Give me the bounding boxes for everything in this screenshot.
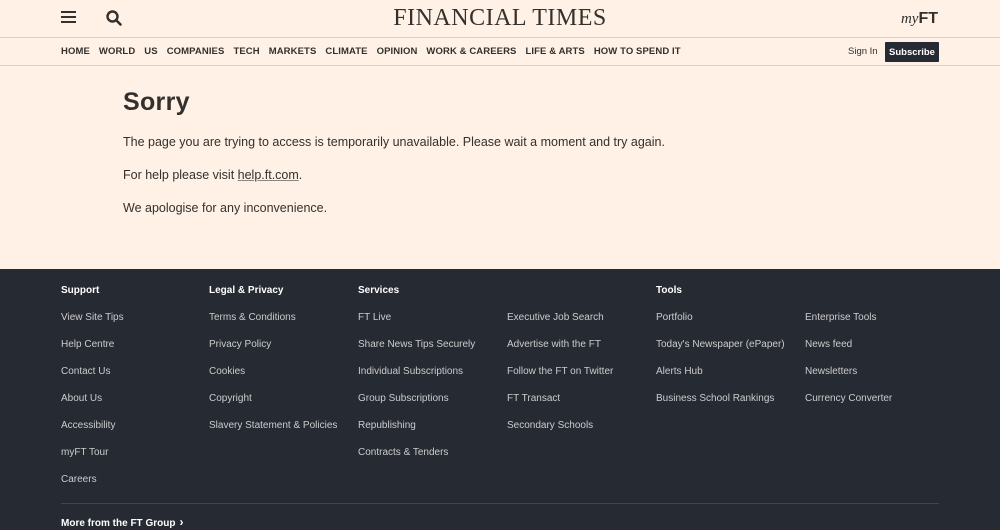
footer-link-list bbox=[805, 312, 892, 420]
more-from-ft-label: More from the FT Group bbox=[61, 518, 176, 529]
page-title: Sorry bbox=[123, 88, 190, 116]
footer-link[interactable]: Copyright bbox=[209, 393, 252, 404]
footer-link[interactable]: Today's Newspaper (ePaper) bbox=[656, 339, 785, 350]
footer-link[interactable]: Slavery Statement & Policies bbox=[209, 420, 338, 431]
footer-link-list bbox=[358, 312, 475, 474]
footer-link[interactable]: Secondary Schools bbox=[507, 420, 594, 431]
nav-item-climate[interactable]: CLIMATE bbox=[325, 46, 368, 57]
footer-link[interactable]: Accessibility bbox=[61, 420, 116, 431]
nav-item-companies[interactable]: COMPANIES bbox=[166, 46, 225, 57]
more-from-ft-link[interactable] bbox=[61, 515, 183, 529]
footer-link[interactable]: FT Live bbox=[358, 312, 392, 323]
footer-link[interactable]: Contact Us bbox=[61, 366, 111, 377]
footer-link[interactable]: Cookies bbox=[209, 366, 246, 377]
main-nav bbox=[0, 39, 1000, 66]
footer-link[interactable]: Individual Subscriptions bbox=[358, 366, 464, 377]
footer-link[interactable]: Enterprise Tools bbox=[805, 312, 877, 323]
footer-divider bbox=[61, 503, 939, 504]
help-text bbox=[123, 166, 883, 184]
myft-ft: FT bbox=[918, 10, 938, 27]
footer-link[interactable]: Newsletters bbox=[805, 366, 858, 377]
footer-link-list bbox=[656, 312, 785, 420]
footer-link-list bbox=[507, 312, 613, 447]
nav-item-home[interactable]: HOME bbox=[61, 46, 90, 57]
footer-link[interactable]: About Us bbox=[61, 393, 103, 404]
footer-link[interactable]: Executive Job Search bbox=[507, 312, 604, 323]
nav-item-life-arts[interactable]: LIFE & ARTS bbox=[525, 46, 585, 57]
footer-link[interactable]: myFT Tour bbox=[61, 447, 109, 458]
apology-text: We apologise for any inconvenience. bbox=[123, 201, 328, 215]
nav-item-markets[interactable]: MARKETS bbox=[268, 46, 317, 57]
footer-link[interactable]: Business School Rankings bbox=[656, 393, 775, 404]
footer-link[interactable]: Follow the FT on Twitter bbox=[507, 366, 614, 377]
footer-link[interactable]: Help Centre bbox=[61, 339, 115, 350]
footer-link[interactable]: View Site Tips bbox=[61, 312, 124, 323]
footer-link[interactable]: Republishing bbox=[358, 420, 416, 431]
footer-link[interactable]: Alerts Hub bbox=[656, 366, 703, 377]
myft-my: my bbox=[900, 11, 919, 27]
footer-link[interactable]: Careers bbox=[61, 474, 97, 485]
footer-link[interactable]: Portfolio bbox=[656, 312, 693, 323]
ft-logo[interactable]: FINANCIAL TIMES bbox=[393, 5, 607, 31]
footer-link[interactable]: Terms & Conditions bbox=[209, 312, 296, 323]
footer-link[interactable]: Share News Tips Securely bbox=[358, 339, 476, 350]
footer-link[interactable]: News feed bbox=[805, 339, 853, 350]
footer-heading: Tools bbox=[656, 285, 682, 296]
footer-column bbox=[358, 285, 475, 474]
nav-item-us[interactable]: US bbox=[144, 46, 158, 57]
footer-column bbox=[656, 285, 785, 420]
footer-link-list bbox=[209, 312, 337, 447]
footer-link[interactable]: Contracts & Tenders bbox=[358, 447, 449, 458]
footer-link-list bbox=[61, 312, 124, 501]
nav-item-tech[interactable]: TECH bbox=[233, 46, 260, 57]
help-suffix: . bbox=[298, 168, 303, 182]
footer-link[interactable]: Group Subscriptions bbox=[358, 393, 449, 404]
help-link[interactable]: help.ft.com bbox=[237, 168, 299, 182]
footer-heading: Services bbox=[358, 285, 400, 296]
footer-link[interactable]: Privacy Policy bbox=[209, 339, 272, 350]
nav-item-how-to-spend-it[interactable]: HOW TO SPEND IT bbox=[593, 46, 681, 57]
footer-column bbox=[61, 285, 124, 501]
nav-item-opinion[interactable]: OPINION bbox=[376, 46, 418, 57]
footer-heading: Support bbox=[61, 285, 100, 296]
error-message bbox=[123, 88, 883, 232]
footer-column bbox=[507, 285, 613, 447]
footer-column bbox=[805, 285, 892, 420]
site-header bbox=[0, 0, 1000, 66]
help-prefix: For help please visit bbox=[123, 168, 238, 182]
nav-item-work-careers[interactable]: WORK & CAREERS bbox=[426, 46, 517, 57]
nav-links bbox=[61, 46, 690, 57]
footer-link[interactable]: Advertise with the FT bbox=[507, 339, 601, 350]
site-footer bbox=[0, 269, 1000, 530]
chevron-right-icon: › bbox=[179, 515, 184, 529]
myft-link[interactable] bbox=[901, 8, 938, 28]
unavailable-text: The page you are trying to access is temporarily unavailable. Please wait a moment and try again. bbox=[123, 135, 665, 149]
footer-link[interactable]: FT Transact bbox=[507, 393, 561, 404]
header-top-row bbox=[0, 0, 1000, 38]
sign-in-link[interactable]: Sign In bbox=[848, 46, 878, 57]
subscribe-button[interactable]: Subscribe bbox=[885, 42, 939, 62]
footer-column bbox=[209, 285, 337, 447]
footer-heading: Legal & Privacy bbox=[209, 285, 284, 296]
nav-item-world[interactable]: WORLD bbox=[98, 46, 136, 57]
footer-link[interactable]: Currency Converter bbox=[805, 393, 893, 404]
